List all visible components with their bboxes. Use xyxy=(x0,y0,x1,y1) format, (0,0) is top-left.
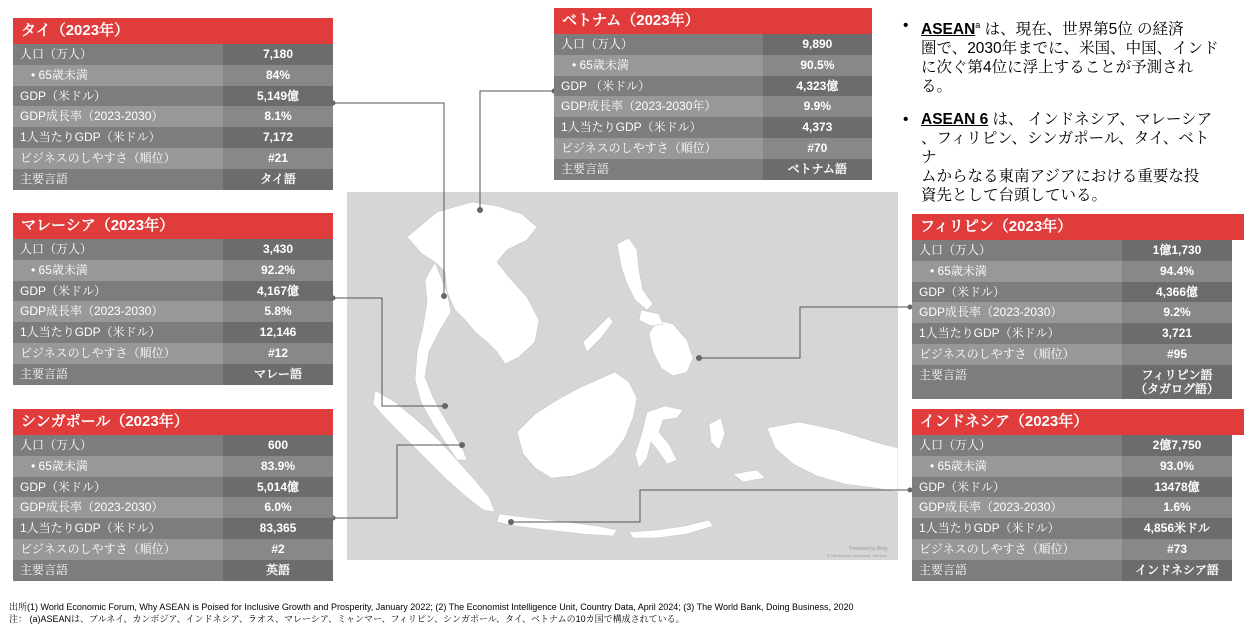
row-language xyxy=(13,560,333,581)
bullet-asean-economy xyxy=(903,16,1221,96)
bullet-bold-term: ASEAN xyxy=(921,21,976,39)
row-value: 4,366億 xyxy=(1122,282,1232,303)
row-label: 人口（万人） xyxy=(13,239,223,260)
row-value: 9.9% xyxy=(763,96,872,117)
row-label: • 65歳未満 xyxy=(912,456,1122,477)
row-language xyxy=(912,365,1244,399)
row-gdp-growth xyxy=(13,106,333,127)
row-label: 1人当たりGDP（米ドル） xyxy=(13,127,223,148)
bullet-bold-term: ASEAN 6 xyxy=(921,111,989,128)
language-secondary: （タガログ語） xyxy=(1134,381,1219,396)
row-label: 人口（万人） xyxy=(13,435,223,456)
row-label: 人口（万人） xyxy=(912,240,1122,261)
panel-title: フィリピン（2023年） xyxy=(912,214,1244,240)
bullet-line: に次ぐ第4位に浮上することが予測され xyxy=(921,59,1194,77)
row-label: ビジネスのしやすさ（順位） xyxy=(13,343,223,364)
row-ease-of-business xyxy=(13,539,333,560)
row-value: 6.0% xyxy=(223,497,333,518)
row-gdp-per-capita xyxy=(13,127,333,148)
row-gdp xyxy=(554,76,872,97)
row-value: 5,149億 xyxy=(223,86,333,107)
row-label: 主要言語 xyxy=(554,159,763,180)
row-value: 3,430 xyxy=(223,239,333,260)
row-label: 主要言語 xyxy=(13,169,223,190)
row-value: 12,146 xyxy=(223,322,333,343)
row-ease-of-business xyxy=(13,148,333,169)
row-label: • 65歳未満 xyxy=(554,55,763,76)
row-value xyxy=(1122,365,1232,399)
row-language xyxy=(13,364,333,385)
bullet-line: 圏で、2030年までに、米国、中国、インド xyxy=(921,40,1219,58)
row-label: GDP成長率（2023-2030年） xyxy=(554,96,763,117)
row-gdp-growth xyxy=(13,497,333,518)
row-gdp-growth xyxy=(912,302,1244,323)
row-value: #70 xyxy=(763,138,872,159)
row-gdp-per-capita xyxy=(13,518,333,539)
row-value: #12 xyxy=(223,343,333,364)
row-population xyxy=(912,435,1244,456)
row-value: インドネシア語 xyxy=(1122,560,1232,581)
row-label: GDP成長率（2023-2030） xyxy=(912,302,1122,323)
row-label: 1人当たりGDP（米ドル） xyxy=(13,518,223,539)
bullet-line: は、現在、世界第5位 の経済 xyxy=(984,21,1184,39)
row-under-65 xyxy=(13,456,333,477)
row-value: #95 xyxy=(1122,344,1232,365)
bullet-line: は、 インドネシア、マレーシア xyxy=(992,111,1213,128)
panel-title: マレーシア（2023年） xyxy=(13,213,333,239)
row-population xyxy=(912,240,1244,261)
row-language xyxy=(554,159,872,180)
row-label: GDP （米ドル） xyxy=(554,76,763,97)
row-value: 4,856米ドル xyxy=(1122,518,1232,539)
row-gdp-per-capita xyxy=(912,518,1244,539)
row-value: 4,323億 xyxy=(763,76,872,97)
bullet-line: 資先として台頭している。 xyxy=(921,187,1108,204)
panel-title: シンガポール（2023年） xyxy=(13,409,333,435)
row-gdp-growth xyxy=(554,96,872,117)
row-population xyxy=(554,34,872,55)
bullet-line: ムからなる東南アジアにおける重要な投 xyxy=(921,168,1200,185)
row-label: 1人当たりGDP（米ドル） xyxy=(912,518,1122,539)
language-primary: フィリピン語 xyxy=(1141,367,1213,382)
row-gdp xyxy=(13,86,333,107)
row-label: 主要言語 xyxy=(13,364,223,385)
row-under-65 xyxy=(13,260,333,281)
row-label: 1人当たりGDP（米ドル） xyxy=(554,117,763,138)
panel-malaysia xyxy=(13,213,333,385)
row-label: GDP成長率（2023-2030） xyxy=(13,106,223,127)
row-value: タイ語 xyxy=(223,169,333,190)
row-label: 主要言語 xyxy=(912,560,1122,581)
row-label: GDP（米ドル） xyxy=(912,282,1122,303)
row-label: ビジネスのしやすさ（順位） xyxy=(13,539,223,560)
row-label: 主要言語 xyxy=(13,560,223,581)
row-value: 8.1% xyxy=(223,106,333,127)
row-label: 人口（万人） xyxy=(13,44,223,65)
row-value: #73 xyxy=(1122,539,1232,560)
row-value: 90.5% xyxy=(763,55,872,76)
row-value: 7,180 xyxy=(223,44,333,65)
row-value: 4,373 xyxy=(763,117,872,138)
row-gdp xyxy=(13,281,333,302)
row-value: 84% xyxy=(223,65,333,86)
row-ease-of-business xyxy=(912,344,1244,365)
row-gdp xyxy=(912,282,1244,303)
row-label: GDP（米ドル） xyxy=(912,477,1122,498)
row-ease-of-business xyxy=(554,138,872,159)
row-value: 83.9% xyxy=(223,456,333,477)
row-value: 7,172 xyxy=(223,127,333,148)
row-value: #21 xyxy=(223,148,333,169)
row-label: • 65歳未満 xyxy=(13,65,223,86)
row-value: 9.2% xyxy=(1122,302,1232,323)
panel-thailand xyxy=(13,18,333,190)
bullet-dot: • xyxy=(903,17,909,34)
row-value: マレー語 xyxy=(223,364,333,385)
row-value: 3,721 xyxy=(1122,323,1232,344)
row-gdp-per-capita xyxy=(13,322,333,343)
row-label: GDP成長率（2023-2030） xyxy=(13,497,223,518)
row-label: ビジネスのしやすさ（順位） xyxy=(912,344,1122,365)
row-label: 1人当たりGDP（米ドル） xyxy=(13,322,223,343)
row-under-65 xyxy=(13,65,333,86)
footnote-marker: a xyxy=(975,20,981,30)
map-watermark: Powered by Bing xyxy=(849,546,887,552)
row-value: ベトナム語 xyxy=(763,159,872,180)
panel-singapore xyxy=(13,409,333,581)
row-value: 600 xyxy=(223,435,333,456)
row-value: 9,890 xyxy=(763,34,872,55)
bullet-line: る。 xyxy=(921,78,953,96)
row-value: 13478億 xyxy=(1122,477,1232,498)
row-label: • 65歳未満 xyxy=(13,456,223,477)
row-value: #2 xyxy=(223,539,333,560)
row-gdp xyxy=(13,477,333,498)
row-gdp-growth xyxy=(912,497,1244,518)
row-value: 92.2% xyxy=(223,260,333,281)
bullet-line: 、フィリピン、シンガポール、タイ、ベトナ xyxy=(921,130,1210,166)
row-label: ビジネスのしやすさ（順位） xyxy=(912,539,1122,560)
row-under-65 xyxy=(554,55,872,76)
bullet-asean-6 xyxy=(903,110,1221,205)
row-label: ビジネスのしやすさ（順位） xyxy=(554,138,763,159)
row-language xyxy=(13,169,333,190)
footer-source: 出所(1) World Economic Forum, Why ASEAN is Poised for Inclusive Growth and Prosperity, January 2022; (2) The Economist Intelligence Unit, Country Data, April 2024; (3) The World Bank, Doing Business, 2020 xyxy=(9,602,854,612)
row-label: GDP成長率（2023-2030） xyxy=(912,497,1122,518)
row-value: 1.6% xyxy=(1122,497,1232,518)
row-value: 93.0% xyxy=(1122,456,1232,477)
row-population xyxy=(13,239,333,260)
row-label: ビジネスのしやすさ（順位） xyxy=(13,148,223,169)
southeast-asia-map xyxy=(347,192,898,560)
row-value: 2億7,750 xyxy=(1122,435,1232,456)
row-ease-of-business xyxy=(13,343,333,364)
row-value: 1億1,730 xyxy=(1122,240,1232,261)
row-label: 人口（万人） xyxy=(554,34,763,55)
panel-title: ベトナム（2023年） xyxy=(554,8,872,34)
row-ease-of-business xyxy=(912,539,1244,560)
row-gdp xyxy=(912,477,1244,498)
row-population xyxy=(13,435,333,456)
row-gdp-growth xyxy=(13,301,333,322)
row-value: 5.8% xyxy=(223,301,333,322)
row-label: GDP（米ドル） xyxy=(13,477,223,498)
row-value: 83,365 xyxy=(223,518,333,539)
footer-note: 注： (a)ASEANは、ブルネイ、カンボジア、インドネシア、ラオス、マレーシア、ミャンマー、フィリピン、シンガポール、タイ、ベトナムの10カ国で構成されている。 xyxy=(9,614,685,624)
row-label: GDP（米ドル） xyxy=(13,281,223,302)
row-value: 4,167億 xyxy=(223,281,333,302)
panel-title: タイ（2023年） xyxy=(13,18,333,44)
row-label: GDP成長率（2023-2030） xyxy=(13,301,223,322)
map-watermark-credit: © GeoNames, Microsoft, TomTom xyxy=(827,553,887,558)
row-label: • 65歳未満 xyxy=(912,261,1122,282)
row-gdp-per-capita xyxy=(554,117,872,138)
panel-title: インドネシア（2023年） xyxy=(912,409,1244,435)
row-value: 94.4% xyxy=(1122,261,1232,282)
row-label: 1人当たりGDP（米ドル） xyxy=(912,323,1122,344)
row-gdp-per-capita xyxy=(912,323,1244,344)
row-label: GDP（米ドル） xyxy=(13,86,223,107)
row-label: • 65歳未満 xyxy=(13,260,223,281)
bullet-dot: • xyxy=(903,111,909,128)
row-population xyxy=(13,44,333,65)
row-label: 人口（万人） xyxy=(912,435,1122,456)
row-label: 主要言語 xyxy=(912,365,1122,399)
row-under-65 xyxy=(912,261,1244,282)
panel-philippines xyxy=(912,214,1244,399)
row-value: 5,014億 xyxy=(223,477,333,498)
row-value: 英語 xyxy=(223,560,333,581)
panel-indonesia xyxy=(912,409,1244,581)
row-language xyxy=(912,560,1244,581)
row-under-65 xyxy=(912,456,1244,477)
panel-vietnam xyxy=(554,8,872,180)
